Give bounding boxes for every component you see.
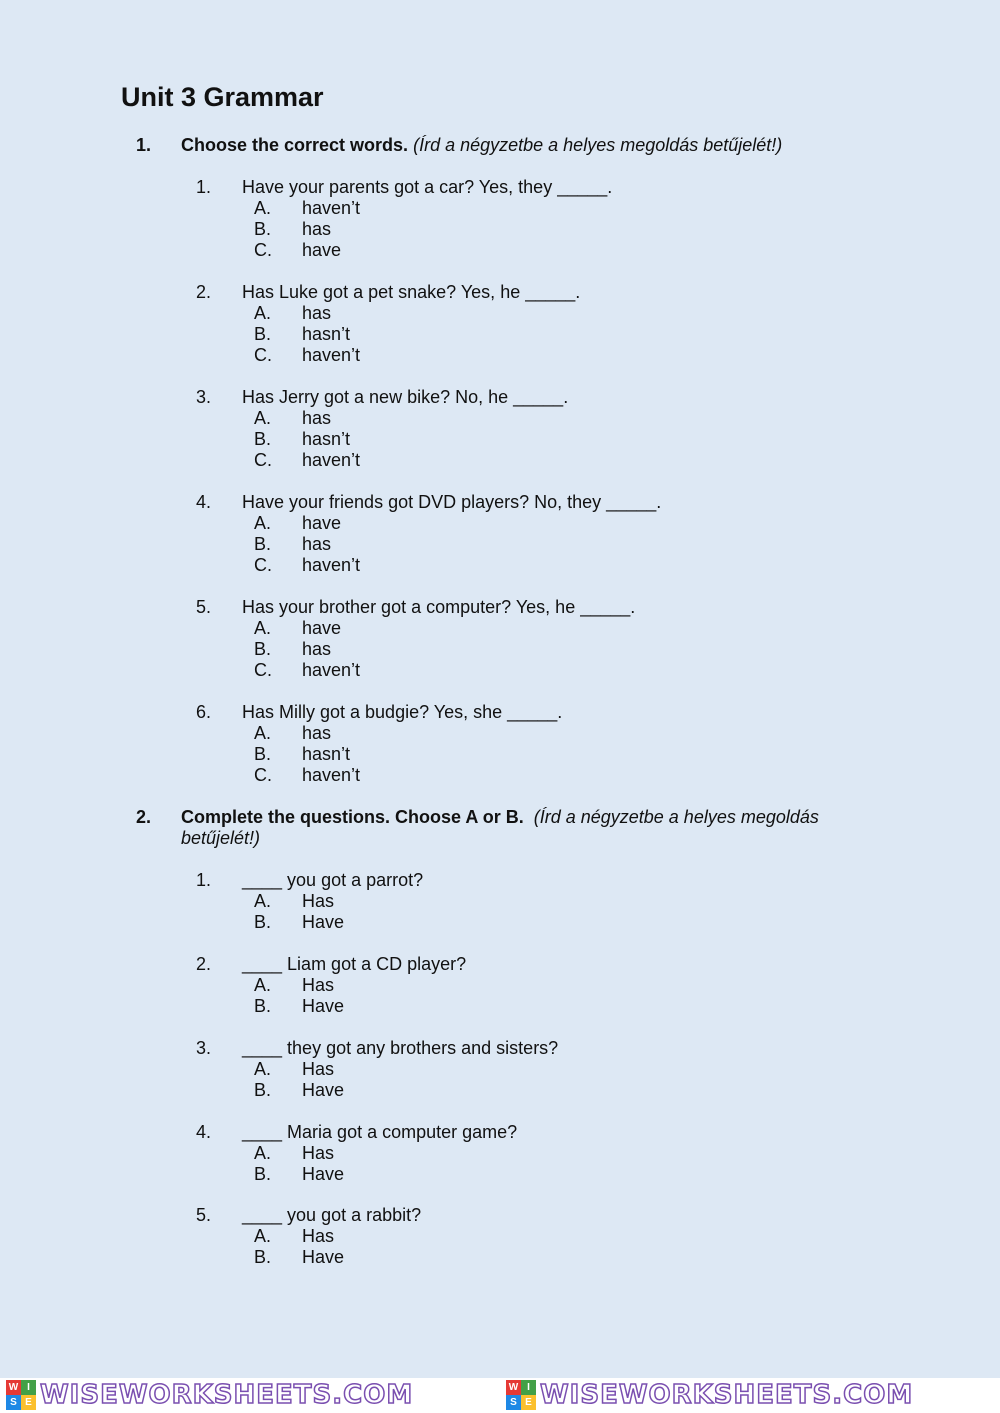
option-letter: A. [254, 618, 272, 638]
question-text: ____ you got a parrot? [242, 870, 424, 890]
section-1-number: 1. [136, 135, 152, 155]
option-letter: B. [254, 534, 272, 554]
option-text: have [302, 513, 342, 533]
option-text: has [302, 303, 332, 323]
section-1-instruction: Choose the correct words. [181, 135, 409, 155]
question-text: ____ Maria got a computer game? [242, 1122, 518, 1142]
logo-letter: E [21, 1395, 36, 1410]
question-number: 1. [196, 177, 212, 197]
option-text: Have [302, 1247, 345, 1267]
question-text: Has your brother got a computer? Yes, he _____. [242, 597, 636, 617]
option-text: has [302, 534, 332, 554]
question-number: 5. [196, 597, 212, 617]
option-text: Has [302, 1226, 335, 1246]
option-text: Has [302, 1059, 335, 1079]
option-text: has [302, 639, 332, 659]
question-number: 5. [196, 1205, 212, 1225]
option-letter: A. [254, 891, 272, 911]
option-letter: A. [254, 1226, 272, 1246]
option-text: haven’t [302, 450, 361, 470]
option-letter: B. [254, 324, 272, 344]
brand-right [506, 1380, 913, 1410]
option-text: Have [302, 1080, 345, 1100]
option-text: hasn’t [302, 429, 351, 449]
option-letter: B. [254, 1247, 272, 1267]
footer-watermark [0, 1378, 1000, 1413]
option-letter: A. [254, 1059, 272, 1079]
section-1-note: (Írd a négyzetbe a helyes megoldás betűjelét!) [413, 135, 783, 155]
question-number: 3. [196, 1038, 212, 1058]
option-letter: B. [254, 429, 272, 449]
option-text: Have [302, 912, 345, 932]
question-text: Has Luke got a pet snake? Yes, he _____. [242, 282, 581, 302]
logo-letter: I [521, 1380, 536, 1395]
option-text: haven’t [302, 345, 361, 365]
option-letter: B. [254, 912, 272, 932]
option-letter: A. [254, 303, 272, 323]
question-number: 3. [196, 387, 212, 407]
option-letter: B. [254, 1080, 272, 1100]
question-text: Has Jerry got a new bike? No, he _____. [242, 387, 569, 407]
option-text: hasn’t [302, 744, 351, 764]
option-letter: B. [254, 744, 272, 764]
option-letter: A. [254, 198, 272, 218]
logo-icon [506, 1380, 536, 1410]
option-text: has [302, 723, 332, 743]
option-letter: C. [254, 660, 272, 680]
option-letter: B. [254, 219, 272, 239]
option-text: haven’t [302, 660, 361, 680]
watermark-text: WISEWORKSHEETS.COM [40, 1380, 414, 1410]
question-text: Has Milly got a budgie? Yes, she _____. [242, 702, 563, 722]
option-letter: C. [254, 555, 272, 575]
question-number: 2. [196, 954, 212, 974]
question-number: 4. [196, 1122, 212, 1142]
option-letter: C. [254, 240, 272, 260]
logo-letter: W [6, 1380, 21, 1395]
section-2-instruction: Complete the questions. Choose A or B. [181, 807, 524, 827]
question-number: 2. [196, 282, 212, 302]
option-text: Has [302, 1143, 335, 1163]
option-letter: C. [254, 450, 272, 470]
section-2-note: (Írd a négyzetbe a helyes megoldás betűjelét!) [181, 807, 819, 848]
section-2-number: 2. [136, 807, 152, 827]
option-letter: C. [254, 345, 272, 365]
logo-icon [6, 1380, 36, 1410]
option-letter: B. [254, 1164, 272, 1184]
option-text: Have [302, 1164, 345, 1184]
question-text: ____ you got a rabbit? [242, 1205, 422, 1225]
question-text: Have your parents got a car? Yes, they _____. [242, 177, 613, 197]
watermark-text: WISEWORKSHEETS.COM [540, 1380, 914, 1410]
question-number: 6. [196, 702, 212, 722]
option-text: have [302, 240, 342, 260]
option-letter: B. [254, 639, 272, 659]
page-title: Unit 3 Grammar [121, 82, 324, 112]
option-text: Have [302, 996, 345, 1016]
option-letter: A. [254, 1143, 272, 1163]
option-text: haven’t [302, 555, 361, 575]
option-letter: A. [254, 975, 272, 995]
option-text: have [302, 618, 342, 638]
option-text: hasn’t [302, 324, 351, 344]
question-text: ____ they got any brothers and sisters? [242, 1038, 559, 1058]
logo-letter: E [521, 1395, 536, 1410]
option-text: has [302, 219, 332, 239]
option-text: Has [302, 975, 335, 995]
question-text: Have your friends got DVD players? No, they _____. [242, 492, 662, 512]
logo-letter: S [506, 1395, 521, 1410]
option-text: has [302, 408, 332, 428]
logo-letter: W [506, 1380, 521, 1395]
option-text: haven’t [302, 198, 361, 218]
option-letter: A. [254, 723, 272, 743]
logo-letter: S [6, 1395, 21, 1410]
question-number: 1. [196, 870, 212, 890]
question-number: 4. [196, 492, 212, 512]
option-letter: C. [254, 765, 272, 785]
option-text: haven’t [302, 765, 361, 785]
option-letter: A. [254, 408, 272, 428]
logo-letter: I [21, 1380, 36, 1395]
option-letter: B. [254, 996, 272, 1016]
option-text: Has [302, 891, 335, 911]
brand-left [6, 1380, 413, 1410]
question-text: ____ Liam got a CD player? [242, 954, 467, 974]
option-letter: A. [254, 513, 272, 533]
